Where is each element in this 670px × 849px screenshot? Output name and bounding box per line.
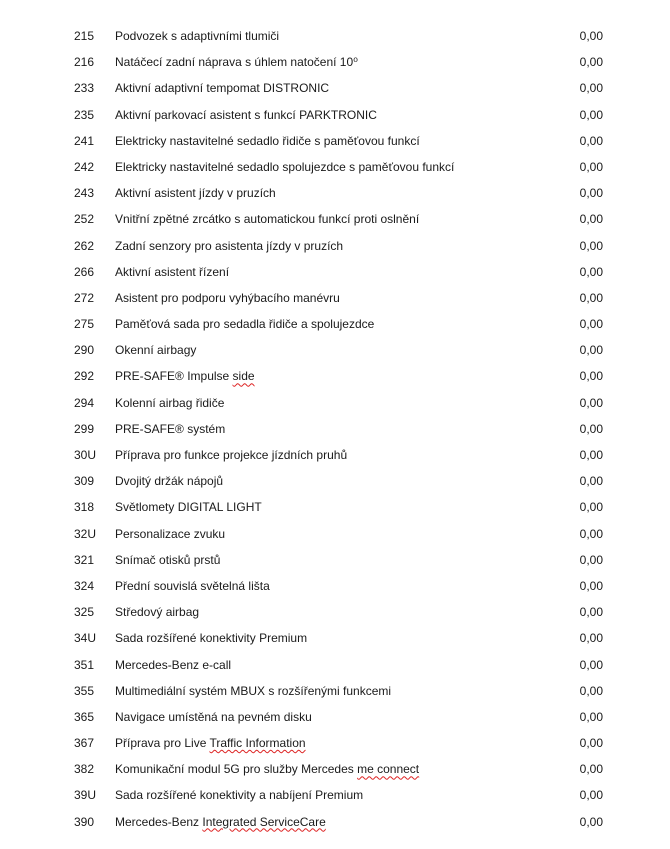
item-code: 243 xyxy=(74,186,95,201)
item-code: 351 xyxy=(74,657,95,672)
list-item xyxy=(0,390,670,416)
item-price: 0,00 xyxy=(579,212,603,227)
list-item xyxy=(0,652,670,678)
list-item xyxy=(0,337,670,363)
item-description: Přední souvislá světelná lišta xyxy=(115,578,270,593)
item-code: 325 xyxy=(74,605,95,620)
list-item xyxy=(0,521,670,547)
item-code: 299 xyxy=(74,421,95,436)
item-price: 0,00 xyxy=(579,369,603,384)
spellcheck-flagged-text: Traffic Information xyxy=(209,736,306,751)
item-price: 0,00 xyxy=(579,683,603,698)
item-price: 0,00 xyxy=(579,631,603,646)
item-price: 0,00 xyxy=(579,343,603,358)
item-price: 0,00 xyxy=(579,81,603,96)
list-item xyxy=(0,494,670,520)
item-price: 0,00 xyxy=(579,578,603,593)
list-item xyxy=(0,363,670,389)
item-price: 0,00 xyxy=(579,605,603,620)
item-code: 275 xyxy=(74,317,95,332)
list-item xyxy=(0,809,670,835)
list-item xyxy=(0,180,670,206)
item-description: Elektricky nastavitelné sedadlo spolujezdce s paměťovou funkcí xyxy=(115,159,455,174)
item-code: 241 xyxy=(74,133,95,148)
list-item xyxy=(0,259,670,285)
item-description: PRE-SAFE® systém xyxy=(115,421,226,436)
spellcheck-flagged-text: Integrated ServiceCare xyxy=(202,814,326,829)
list-item xyxy=(0,625,670,651)
item-description: Kolenní airbag řidiče xyxy=(115,395,225,410)
item-price: 0,00 xyxy=(579,788,603,803)
item-code: 272 xyxy=(74,290,95,305)
list-item xyxy=(0,468,670,494)
item-code: 235 xyxy=(74,107,95,122)
item-code: 365 xyxy=(74,709,95,724)
list-item xyxy=(0,730,670,756)
item-description: Aktivní asistent jízdy v pruzích xyxy=(115,186,276,201)
item-code: 266 xyxy=(74,264,95,279)
item-price: 0,00 xyxy=(579,552,603,567)
item-code: 242 xyxy=(74,159,95,174)
list-item xyxy=(0,154,670,180)
item-description: Zadní senzory pro asistenta jízdy v pruzích xyxy=(115,238,344,253)
item-description-text: Mercedes-Benz xyxy=(115,814,203,829)
item-price: 0,00 xyxy=(579,290,603,305)
item-code: 318 xyxy=(74,500,95,515)
item-description: Natáčecí zadní náprava s úhlem natočení 10⁰ xyxy=(115,55,358,70)
item-code: 355 xyxy=(74,683,95,698)
item-description: Paměťová sada pro sedadla řidiče a spolujezdce xyxy=(115,317,375,332)
item-price: 0,00 xyxy=(579,762,603,777)
item-description: Dvojitý držák nápojů xyxy=(115,474,224,489)
spellcheck-flagged-text: me connect xyxy=(357,762,420,777)
list-item xyxy=(0,233,670,259)
item-code: 32U xyxy=(74,526,97,541)
list-item xyxy=(0,23,670,49)
item-code: 216 xyxy=(74,55,95,70)
item-price: 0,00 xyxy=(579,264,603,279)
item-description xyxy=(115,809,555,835)
list-item xyxy=(0,782,670,808)
item-price: 0,00 xyxy=(579,133,603,148)
item-description: Sada rozšířené konektivity a nabíjení Premium xyxy=(115,788,364,803)
item-description: Elektricky nastavitelné sedadlo řidiče s paměťovou funkcí xyxy=(115,133,420,148)
item-description: Snímač otisků prstů xyxy=(115,552,221,567)
item-description: Multimediální systém MBUX s rozšířenými funkcemi xyxy=(115,683,392,698)
item-description: Navigace umístěná na pevném disku xyxy=(115,709,312,724)
item-price: 0,00 xyxy=(579,238,603,253)
item-description xyxy=(115,363,555,389)
item-price: 0,00 xyxy=(579,55,603,70)
item-description: Příprava pro funkce projekce jízdních pruhů xyxy=(115,448,348,462)
item-price: 0,00 xyxy=(579,186,603,201)
list-item xyxy=(0,49,670,75)
list-item xyxy=(0,547,670,573)
item-price: 0,00 xyxy=(579,736,603,751)
list-item xyxy=(0,102,670,128)
item-price: 0,00 xyxy=(579,107,603,122)
item-description-text: PRE-SAFE® Impulse xyxy=(115,369,233,384)
item-price: 0,00 xyxy=(579,657,603,672)
item-code: 233 xyxy=(74,81,95,96)
item-price: 0,00 xyxy=(579,500,603,515)
item-price: 0,00 xyxy=(579,159,603,174)
item-code: 292 xyxy=(74,369,95,384)
list-item xyxy=(0,416,670,442)
equipment-list xyxy=(0,23,670,835)
item-price: 0,00 xyxy=(579,395,603,410)
item-code: 367 xyxy=(74,736,95,751)
list-item xyxy=(0,285,670,311)
item-description: Personalizace zvuku xyxy=(115,526,226,541)
item-code: 290 xyxy=(74,343,95,358)
list-item xyxy=(0,311,670,337)
item-code: 252 xyxy=(74,212,95,227)
list-item xyxy=(0,704,670,730)
item-description: Mercedes-Benz e-call xyxy=(115,657,232,672)
list-item xyxy=(0,573,670,599)
item-description: Asistent pro podporu vyhýbacího manévru xyxy=(115,290,340,305)
item-code: 309 xyxy=(74,474,95,489)
item-code: 390 xyxy=(74,814,95,829)
item-code: 215 xyxy=(74,29,95,43)
item-code: 34U xyxy=(74,631,97,646)
item-code: 39U xyxy=(74,788,97,803)
item-price: 0,00 xyxy=(579,29,603,43)
item-price: 0,00 xyxy=(579,421,603,436)
item-description: Aktivní parkovací asistent s funkcí PARKTRONIC xyxy=(115,107,377,122)
item-code: 294 xyxy=(74,395,95,410)
item-description: Podvozek s adaptivními tlumiči xyxy=(115,29,280,43)
item-description: Středový airbag xyxy=(115,605,200,620)
item-description: Vnitřní zpětné zrcátko s automatickou funkcí proti oslnění xyxy=(115,212,420,227)
item-description: Sada rozšířené konektivity Premium xyxy=(115,631,308,646)
item-price: 0,00 xyxy=(579,526,603,541)
list-item xyxy=(0,678,670,704)
item-code: 382 xyxy=(74,762,95,777)
list-item xyxy=(0,206,670,232)
list-item xyxy=(0,756,670,782)
item-description xyxy=(115,756,555,782)
item-description-text: Příprava pro Live xyxy=(115,736,210,751)
item-description: Okenní airbagy xyxy=(115,343,197,358)
item-code: 324 xyxy=(74,578,95,593)
item-price: 0,00 xyxy=(579,474,603,489)
item-description: Aktivní adaptivní tempomat DISTRONIC xyxy=(115,81,330,96)
spellcheck-flagged-text: side xyxy=(232,369,255,384)
item-price: 0,00 xyxy=(579,814,603,829)
list-item xyxy=(0,599,670,625)
item-price: 0,00 xyxy=(579,317,603,332)
item-description: Světlomety DIGITAL LIGHT xyxy=(115,500,262,515)
item-description: Aktivní asistent řízení xyxy=(115,264,230,279)
item-code: 262 xyxy=(74,238,95,253)
item-description xyxy=(115,730,555,756)
item-price: 0,00 xyxy=(579,448,603,462)
list-item xyxy=(0,128,670,154)
item-description-text: Komunikační modul 5G pro služby Mercedes xyxy=(115,762,358,777)
item-code: 30U xyxy=(74,448,97,462)
list-item xyxy=(0,442,670,468)
list-item xyxy=(0,75,670,101)
item-code: 321 xyxy=(74,552,95,567)
item-price: 0,00 xyxy=(579,709,603,724)
